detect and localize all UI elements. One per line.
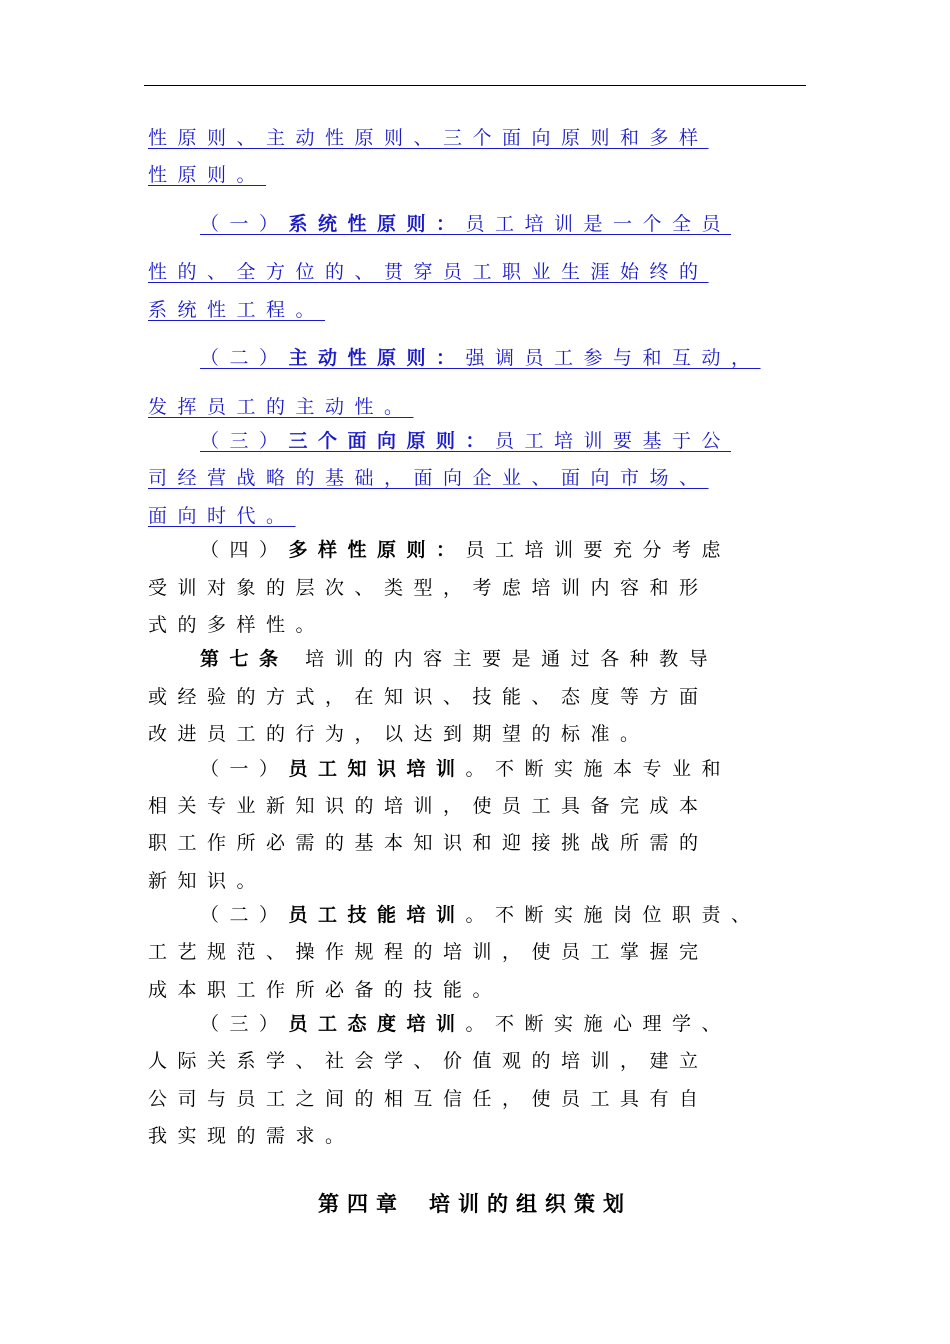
principle2-line2[interactable]: 发挥员工的主动性。 — [148, 396, 414, 418]
article7-title: 第七条 — [200, 648, 289, 670]
principle4-line3: 式的多样性。 — [148, 614, 326, 636]
training3-number: （三） — [200, 1013, 289, 1035]
training1-line2: 相关专业新知识的培训，使员工具备完成本 — [148, 795, 709, 817]
article7-line2: 或经验的方式，在知识、技能、态度等方面 — [148, 686, 709, 708]
principle1-line3[interactable]: 系统性工程。 — [148, 299, 326, 321]
training3-text: 。不断实施心理学、 — [465, 1013, 732, 1035]
principle2-title: 主动性原则： — [288, 347, 466, 369]
chapter-title: 培训的组织策划 — [429, 1191, 632, 1216]
principle2-number: （二） — [200, 347, 289, 369]
chapter-number: 第四章 — [318, 1191, 405, 1216]
training1-line4: 新知识。 — [148, 870, 267, 892]
principle4-title: 多样性原则： — [288, 539, 466, 561]
principle2-text: 强调员工参与和互动， — [465, 347, 761, 369]
principle2-line1[interactable] — [200, 346, 761, 370]
principle4-number: （四） — [200, 539, 289, 561]
principle3-number: （三） — [200, 430, 289, 452]
training1-line1 — [200, 757, 731, 781]
training2-line1 — [200, 903, 761, 927]
chapter-heading — [0, 1190, 950, 1218]
training3-line3: 公司与员工之间的相互信任，使员工具有自 — [148, 1088, 709, 1110]
training1-text: 。不断实施本专业和 — [465, 758, 732, 780]
training3-line1 — [200, 1012, 731, 1036]
principle1-line2[interactable]: 性的、全方位的、贯穿员工职业生涯始终的 — [148, 261, 709, 283]
article7-text: 培训的内容主要是通过各种教导 — [305, 648, 719, 670]
principles-intro-line1[interactable]: 性原则、主动性原则、三个面向原则和多样 — [148, 127, 709, 149]
header-rule — [144, 85, 806, 86]
principle1-line1[interactable] — [200, 212, 731, 236]
principle4-line2: 受训对象的层次、类型，考虑培训内容和形 — [148, 577, 709, 599]
principle3-line3[interactable]: 面向时代。 — [148, 505, 296, 527]
principle4-line1 — [200, 538, 731, 562]
training3-line4: 我实现的需求。 — [148, 1125, 355, 1147]
training2-number: （二） — [200, 904, 289, 926]
principles-intro-line2[interactable]: 性原则。 — [148, 164, 267, 186]
training2-line3: 成本职工作所必备的技能。 — [148, 979, 503, 1001]
training1-title: 员工知识培训 — [288, 758, 466, 780]
training1-number: （一） — [200, 758, 289, 780]
principle3-line1[interactable] — [200, 429, 731, 453]
article7-line3: 改进员工的行为，以达到期望的标准。 — [148, 723, 650, 745]
principle3-text: 员工培训要基于公 — [495, 430, 732, 452]
principle1-text: 员工培训是一个全员 — [465, 213, 732, 235]
training3-line2: 人际关系学、社会学、价值观的培训，建立 — [148, 1050, 709, 1072]
article7-line1 — [200, 647, 718, 671]
principle1-number: （一） — [200, 213, 289, 235]
training2-line2: 工艺规范、操作规程的培训，使员工掌握完 — [148, 941, 709, 963]
principle3-line2[interactable]: 司经营战略的基础，面向企业、面向市场、 — [148, 467, 709, 489]
training1-line3: 职工作所必需的基本知识和迎接挑战所需的 — [148, 832, 709, 854]
principle4-text: 员工培训要充分考虑 — [465, 539, 732, 561]
principle1-title: 系统性原则： — [288, 213, 466, 235]
training3-title: 员工态度培训 — [288, 1013, 466, 1035]
principle3-title: 三个面向原则： — [288, 430, 496, 452]
training2-text: 。不断实施岗位职责、 — [465, 904, 761, 926]
training2-title: 员工技能培训 — [288, 904, 466, 926]
